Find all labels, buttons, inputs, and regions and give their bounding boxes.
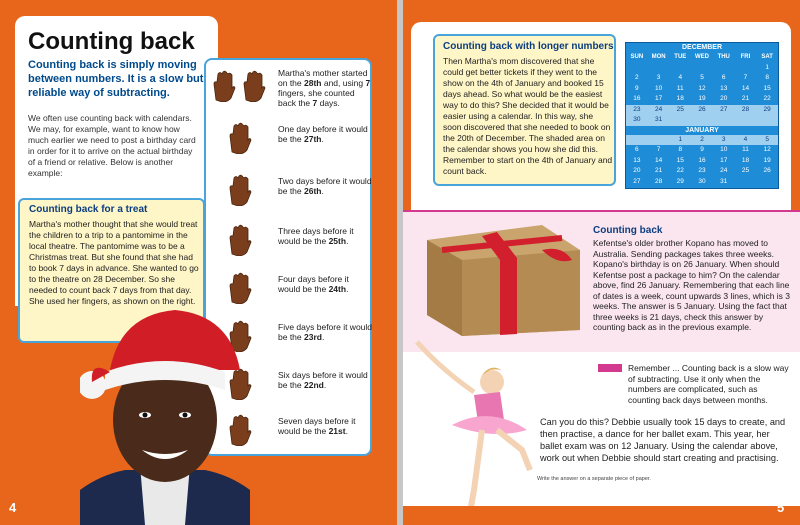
calendar-day: 26	[763, 167, 771, 174]
calendar-day: 21	[654, 167, 663, 174]
finger-count-row	[206, 222, 374, 262]
treat-text: Martha's mother thought that she would treat the children to a trip to a pantomime in the local theatre. The pantomime was to be a Christmas treat. But she found that she had to book 7 days in advance. She wanted to go to the theatre on 28 December. So she needed to count back 7 days from that day. She used her fingers, as shown on the right.	[29, 219, 199, 306]
calendar-day: 2	[700, 135, 704, 143]
calendar-day	[713, 115, 735, 126]
calendar-day	[626, 63, 648, 74]
calendar-day: 16	[698, 156, 706, 164]
calendar-day	[648, 135, 670, 146]
weekday-label: SAT	[761, 54, 773, 60]
longer-numbers-text: Then Martha's mom discovered that she could get better tickets if they went to the show on the 4th of January and booked 15 days ahead. So what would be the easiest way to do this? She decided that it would be easier using a calendar. In this way, she soon discovered that she needed to book on the 20th of December. The shaded area on the calendar shows you how she did this. Remember to start on the 4th of January and count back.	[443, 56, 613, 176]
calendar-day: 19	[698, 95, 706, 102]
calendar-day: 20	[633, 167, 641, 174]
weekday-label: TUE	[674, 54, 687, 60]
calendar-week-row	[626, 63, 778, 74]
calendar-week-row	[626, 84, 778, 95]
calendar-day	[669, 63, 691, 74]
calendar-day: 24	[654, 105, 663, 113]
calendar-day: 4	[743, 135, 748, 143]
calendar-day: 16	[633, 95, 641, 102]
can-you-do-this-text: Can you do this? Debbie usually took 15 days to create, and then practise, a dance for her ballet exam. This year, her ballet exam was on 12 January. Using the calendar above, work out when Debbie should start creating and practising.	[540, 417, 786, 463]
calendar-day: 27	[633, 177, 641, 185]
calendar-day: 10	[654, 84, 663, 92]
calendar-day: 28	[741, 105, 750, 113]
calendar	[625, 42, 779, 189]
hand-icon	[226, 122, 252, 154]
treat-title: Counting back for a treat	[29, 204, 148, 215]
calendar-day	[691, 115, 713, 126]
weekday-label: FRI	[740, 54, 751, 60]
hand-icon	[226, 224, 252, 256]
calendar-day: 13	[720, 84, 728, 92]
weekday-label: MON	[651, 54, 666, 60]
calendar-day	[648, 63, 670, 74]
calendar-week-row	[626, 105, 778, 116]
calendar-week-row	[626, 177, 778, 188]
remember-text: Remember ... Counting back is a slow way of subtracting. Use it only when the numbers are complicated, such as counting back days between months.	[628, 363, 789, 405]
calendar-day: 23	[698, 167, 706, 174]
calendar-day: 18	[676, 95, 684, 102]
calendar-day: 1	[765, 63, 769, 71]
calendar-week-row	[626, 73, 778, 84]
calendar-day: 18	[741, 156, 750, 164]
body-text: We often use counting back with calendars. We may, for example, want to know how much earlier we need to post a birthday card in order for it to arrive on the actual birthday of a friend or relative. Below is another example:	[28, 113, 196, 178]
finger-count-text: Four days before it would be the 24th.	[278, 274, 349, 294]
calendar-day: 30	[698, 177, 706, 185]
package-title: Counting back	[593, 225, 663, 236]
finger-count-row	[206, 120, 374, 160]
calendar-day	[735, 63, 757, 74]
weekday-label: THU	[717, 54, 730, 60]
calendar-day	[691, 63, 713, 74]
calendar-week-row	[626, 166, 778, 177]
girl-santa-hat-photo	[80, 290, 250, 525]
calendar-day	[669, 115, 691, 126]
calendar-day	[735, 115, 757, 126]
calendar-day: 12	[763, 146, 771, 153]
calendar-day: 13	[633, 156, 641, 164]
longer-numbers-title: Counting back with longer numbers	[443, 41, 614, 52]
calendar-week-row	[626, 135, 778, 146]
calendar-month-december: DECEMBER	[681, 44, 723, 51]
calendar-day: 17	[720, 156, 728, 164]
calendar-weekday-row	[626, 52, 778, 63]
calendar-day: 25	[741, 167, 750, 174]
calendar-day	[756, 177, 778, 188]
calendar-day: 14	[741, 84, 750, 92]
calendar-day: 9	[635, 84, 639, 92]
calendar-day	[735, 177, 757, 188]
calendar-day: 30	[633, 116, 641, 123]
finger-count-text: Five days before it would be the 23rd.	[278, 322, 373, 342]
calendar-day	[756, 115, 778, 126]
calendar-day: 6	[721, 74, 726, 81]
calendar-day: 22	[763, 95, 771, 102]
hand-icon	[226, 174, 252, 206]
remember-accent	[598, 364, 622, 372]
hand-icon	[240, 70, 266, 102]
calendar-day: 19	[763, 156, 771, 164]
calendar-day	[626, 135, 648, 146]
calendar-day: 23	[633, 105, 641, 113]
calendar-day: 31	[654, 116, 663, 123]
calendar-day: 22	[676, 167, 684, 174]
calendar-day: 28	[654, 177, 663, 185]
calendar-day: 10	[720, 146, 728, 153]
calendar-day: 29	[763, 105, 771, 113]
calendar-day: 15	[763, 84, 771, 92]
calendar-day: 5	[700, 74, 704, 81]
finger-count-row	[206, 68, 374, 108]
weekday-label: SUN	[630, 54, 644, 60]
weekday-label: WED	[695, 54, 710, 60]
calendar-day: 7	[743, 74, 748, 81]
finger-count-text: Three days before it would be the 25th.	[278, 226, 354, 246]
calendar-day: 12	[698, 84, 706, 92]
calendar-day: 26	[698, 105, 706, 113]
package-text: Kefentse's older brother Kopano has moved to Australia. Sending packages takes three weeks. Kopano's birthday is on 26 January. When should Kefentse post a package to him? On the calendar above, find 26 January. Remembering that each line of dates is a week, count upwards 3 lines, which is 3 weeks. The answer is 5 January. Using the fact that three weeks is 21 days, check this answer by counting back as in the previous example.	[593, 238, 791, 332]
finger-count-text: Martha's mother started on the 28th and, using 7 fingers, she counted back the 7 days.	[278, 68, 371, 108]
page-number-right: 5	[777, 500, 785, 515]
calendar-day: 7	[656, 146, 661, 153]
wrapped-package-photo	[422, 220, 584, 338]
calendar-day: 29	[676, 177, 684, 185]
calendar-day: 3	[656, 74, 661, 81]
calendar-day: 31	[720, 177, 728, 185]
calendar-day: 14	[654, 156, 663, 164]
calendar-day: 8	[678, 146, 683, 153]
calendar-day: 9	[700, 146, 704, 153]
calendar-day: 8	[765, 74, 769, 81]
finger-count-text: Seven days before it would be the 21st.	[278, 416, 356, 436]
finger-count-text: Six days before it would be the 22nd.	[278, 370, 368, 390]
calendar-week-row	[626, 145, 778, 156]
calendar-day: 24	[720, 167, 728, 174]
finger-count-row	[206, 172, 374, 212]
ballerina-photo	[412, 340, 537, 520]
calendar-day: 2	[635, 74, 639, 81]
calendar-day: 20	[720, 95, 728, 102]
page-number-left: 4	[9, 500, 17, 515]
calendar-day: 11	[676, 84, 684, 92]
hand-icon	[210, 70, 236, 102]
finger-count-text: One day before it would be the 27th.	[278, 124, 368, 144]
calendar-day: 6	[635, 146, 639, 153]
calendar-day: 15	[676, 156, 684, 164]
answer-note: Write the answer on a separate piece of paper.	[537, 476, 651, 482]
calendar-day: 4	[678, 74, 683, 81]
calendar-day	[713, 63, 735, 74]
finger-count-text: Two days before it would be the 26th.	[278, 176, 372, 196]
intro-text: Counting back is simply moving between numbers. It is a slow but reliable way of subtracting.	[28, 59, 204, 99]
calendar-day: 1	[678, 135, 683, 143]
calendar-week-row	[626, 115, 778, 126]
page-title: Counting back	[28, 28, 195, 55]
calendar-day: 5	[765, 135, 769, 143]
calendar-day: 27	[720, 105, 728, 113]
calendar-week-row	[626, 94, 778, 105]
calendar-day: 25	[676, 105, 684, 113]
calendar-day: 3	[721, 135, 726, 143]
calendar-week-row	[626, 156, 778, 167]
footer-band-right	[403, 506, 800, 525]
calendar-day: 21	[741, 95, 750, 102]
calendar-day: 11	[742, 146, 749, 153]
calendar-day: 17	[654, 95, 663, 102]
calendar-month-january: JANUARY	[685, 126, 719, 134]
